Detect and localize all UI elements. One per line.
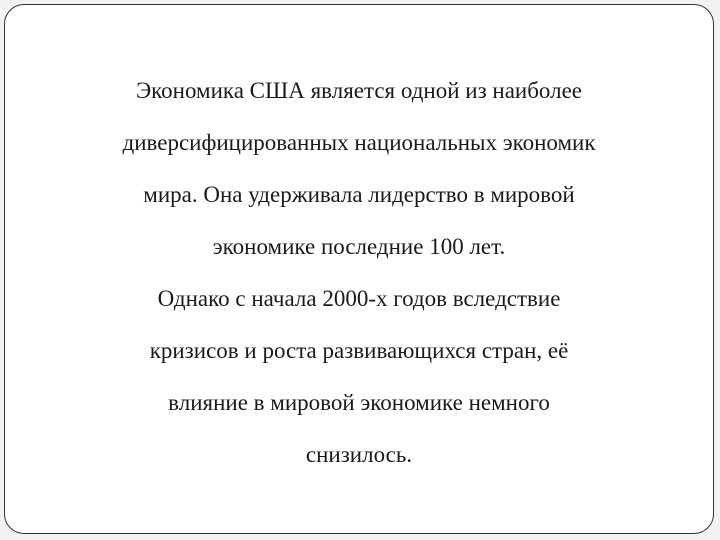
body-text — [5, 71, 713, 487]
text-line: снизилось. — [305, 442, 413, 467]
text-line: экономике последние 100 лет. — [212, 234, 506, 259]
text-line: Экономика США является одной из наиболее — [135, 78, 583, 103]
text-line: кризисов и роста развивающихся стран, её — [149, 338, 569, 363]
content-card — [4, 4, 714, 534]
text-line: влияние в мировой экономике немного — [168, 390, 550, 415]
text-line: мира. Она удерживала лидерство в мировой — [143, 182, 575, 207]
text-line: Однако с начала 2000-х годов вследствие — [157, 286, 561, 311]
text-line: диверсифицированных национальных экономик — [122, 130, 596, 155]
